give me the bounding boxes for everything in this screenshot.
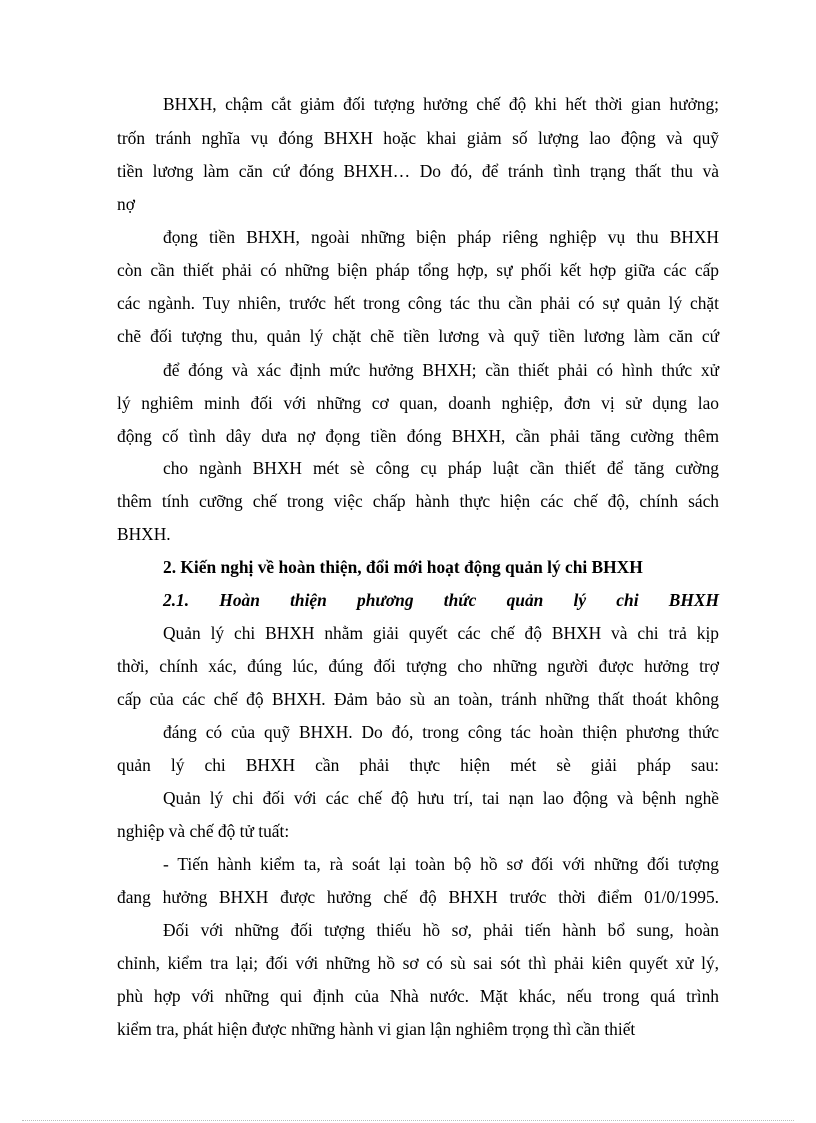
paragraph-line: phù hợp với những qui định của Nhà nước. Mặt khác, nếu trong quá trình	[117, 986, 719, 1006]
paragraph-line: đang hưởng BHXH được hưởng chế độ BHXH trước thời điểm 01/0/1995.	[117, 887, 719, 907]
paragraph-line: tiền lương làm căn cứ đóng BHXH… Do đó, để tránh tình trạng thất thu và	[117, 161, 719, 181]
paragraph-line: còn cần thiết phải có những biện pháp tổng hợp, sự phối kết hợp giữa các cấp	[117, 260, 719, 280]
paragraph-line: Quản lý chi BHXH nhằm giải quyết các chế độ BHXH và chi trả kịp	[163, 623, 719, 643]
paragraph-line: BHXH, chậm cắt giảm đối tượng hưởng chế độ khi hết thời gian hưởng;	[163, 94, 719, 114]
paragraph-line: cho ngành BHXH mét sè công cụ pháp luật cần thiết để tăng cường	[163, 458, 719, 478]
paragraph-line: - Tiến hành kiểm ta, rà soát lại toàn bộ hồ sơ đối với những đối tượng	[163, 854, 719, 874]
paragraph-line: thời, chính xác, đúng lúc, đúng đối tượng cho những người được hưởng trợ	[117, 656, 719, 676]
page-bottom-border	[22, 1120, 794, 1121]
paragraph-line: chỉnh, kiểm tra lại; đối với những hồ sơ có sù sai sót thì phải kiên quyết xử lý,	[117, 953, 719, 973]
paragraph-line: đọng tiền BHXH, ngoài những biện pháp riêng nghiệp vụ thu BHXH	[163, 227, 719, 247]
paragraph-line: động cố tình dây dưa nợ đọng tiền đóng BHXH, cần phải tăng cường thêm	[117, 426, 719, 446]
section-heading: 2. Kiến nghị về hoàn thiện, đổi mới hoạt động quản lý chi BHXH	[163, 557, 643, 577]
paragraph-line: để đóng và xác định mức hưởng BHXH; cần thiết phải có hình thức xử	[163, 360, 719, 380]
paragraph-line: cấp của các chế độ BHXH. Đảm bảo sù an toàn, tránh những thất thoát không	[117, 689, 719, 709]
paragraph-line: trốn tránh nghĩa vụ đóng BHXH hoặc khai giảm số lượng lao động và quỹ	[117, 128, 719, 148]
paragraph-line: đáng có của quỹ BHXH. Do đó, trong công tác hoàn thiện phương thức	[163, 722, 719, 742]
paragraph-line: lý nghiêm minh đối với những cơ quan, doanh nghiệp, đơn vị sử dụng lao	[117, 393, 719, 413]
subsection-heading: 2.1. Hoàn thiện phương thức quản lý chi BHXH	[163, 590, 719, 610]
paragraph-line: kiểm tra, phát hiện được những hành vi gian lận nghiêm trọng thì cần thiết	[117, 1019, 636, 1039]
paragraph-line: BHXH.	[117, 524, 171, 544]
paragraph-line: nghiệp và chế độ tử tuất:	[117, 821, 290, 841]
paragraph-line: quản lý chi BHXH cần phải thực hiện mét sè giải pháp sau:	[117, 755, 719, 775]
paragraph-line: các ngành. Tuy nhiên, trước hết trong công tác thu cần phải có sự quản lý chặt	[117, 293, 719, 313]
paragraph-line: Đối với những đối tượng thiếu hồ sơ, phải tiến hành bổ sung, hoàn	[163, 920, 719, 940]
paragraph-line: thêm tính cưỡng chế trong việc chấp hành thực hiện các chế độ, chính sách	[117, 491, 719, 511]
paragraph-line: nợ	[117, 194, 135, 214]
paragraph-line: Quản lý chi đối với các chế độ hưu trí, tai nạn lao động và bệnh nghề	[163, 788, 719, 808]
paragraph-line: chẽ đối tượng thu, quản lý chặt chẽ tiền lương và quỹ tiền lương làm căn cứ	[117, 326, 719, 346]
